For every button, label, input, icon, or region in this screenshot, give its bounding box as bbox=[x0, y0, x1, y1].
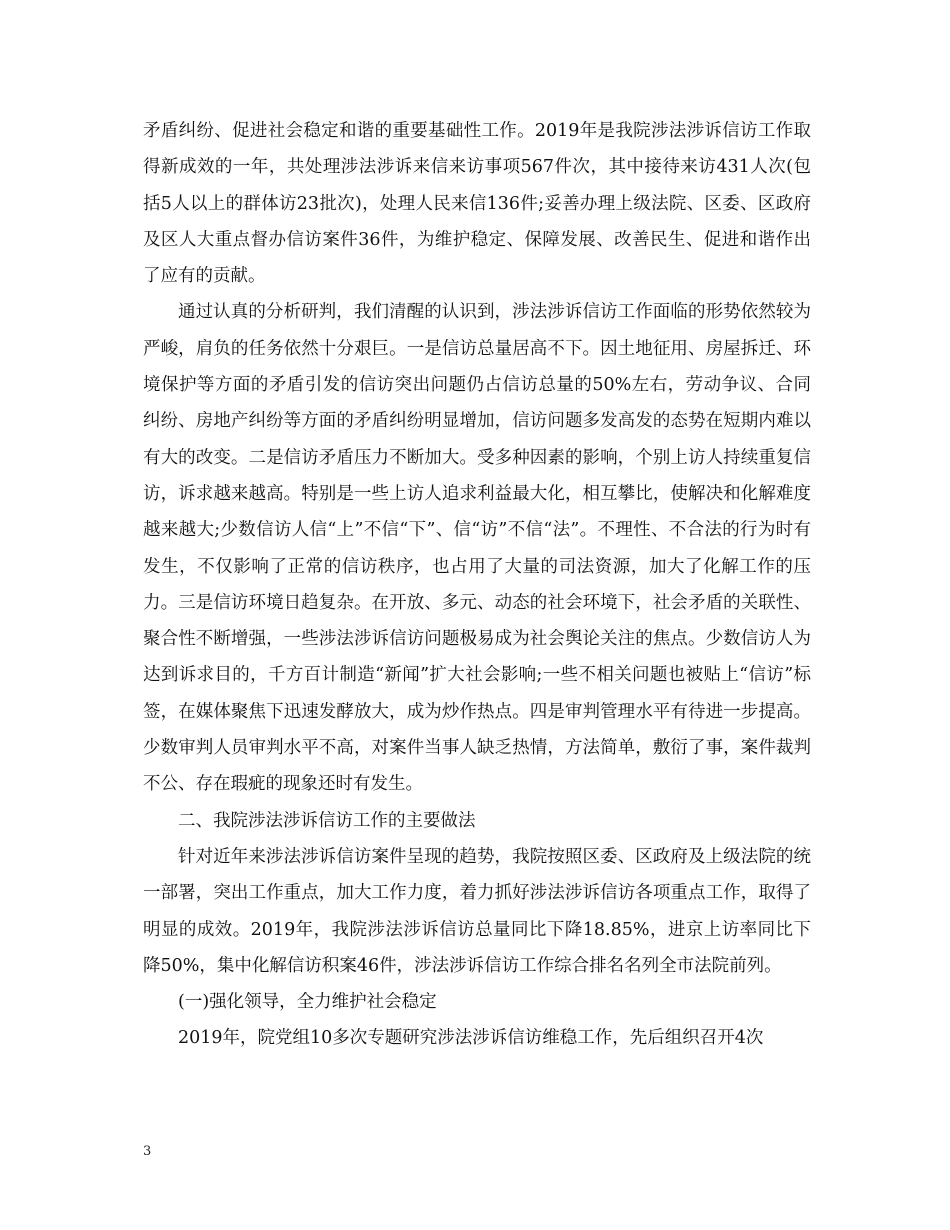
paragraph-leadership-start: 2019年，院党组10多次专题研究涉法涉诉信访维稳工作，先后组织召开4次 bbox=[178, 1028, 764, 1049]
section-heading-main-practices: 二、我院涉法涉诉信访工作的主要做法 bbox=[178, 810, 476, 831]
paragraph-main-practices: 针对近年来涉法涉诉信访案件呈现的趋势，我院按照区委、区政府及上级法院的统一部署，突出工作重点，加大工作力度，着力抓好涉法涉诉信访各项重点工作，取得了明显的成效。2019年，我院涉法涉诉信访总量同比下降18.85%，进京上访率同比下降50%，集中化解信访积案46件，涉法涉诉信访工作综合排名名列全市法院前列。 bbox=[143, 846, 811, 976]
subheading-strengthen-leadership: (一)强化领导，全力维护社会稳定 bbox=[178, 992, 437, 1013]
paragraph-situation-analysis: 通过认真的分析研判，我们清醒的认识到，涉法涉诉信访工作面临的形势依然较为严峻，肩负的任务依然十分艰巨。一是信访总量居高不下。因土地征用、房屋拆迁、环境保护等方面的矛盾引发的信访突出问题仍占信访总量的50%左右，劳动争议、合同纠纷、房地产纠纷等方面的矛盾纠纷明显增加，信访问题多发高发的态势在短期内难以有大的改变。二是信访矛盾压力不断加大。受多种因素的影响，个别上访人持续重复信访，诉求越来越高。特别是一些上访人追求利益最大化，相互攀比，使解决和化解难度越来越大;少数信访人信“上”不信“下”、信“访”不信“法”。不理性、不合法的行为时有发生，不仅影响了正常的信访秩序，也占用了大量的司法资源，加大了化解工作的压力。三是信访环境日趋复杂。在开放、多元、动态的社会环境下，社会矛盾的关联性、聚合性不断增强，一些涉法涉诉信访问题极易成为社会舆论关注的焦点。少数信访人为达到诉求目的，千方百计制造“新闻”扩大社会影响;一些不相关问题也被贴上“信访”标签，在媒体聚焦下迅速发酵放大，成为炒作热点。四是审判管理水平有待进一步提高。少数审判人员审判水平不高，对案件当事人缺乏热情，方法简单，敷衍了事，案件裁判不公、存在瑕疵的现象还时有发生。 bbox=[143, 302, 811, 795]
body-text bbox=[143, 113, 811, 1057]
page-number: 3 bbox=[143, 1144, 152, 1159]
paragraph-intro-continued: 矛盾纠纷、促进社会稳定和谐的重要基础性工作。2019年是我院涉法涉诉信访工作取得新成效的一年，共处理涉法涉诉来信来访事项567件次，其中接待来访431人次(包括5人以上的群体访23批次)，处理人民来信136件;妥善办理上级法院、区委、区政府及区人大重点督办信访案件36件，为维护稳定、保障发展、改善民生、促进和谐作出了应有的贡献。 bbox=[143, 121, 811, 287]
